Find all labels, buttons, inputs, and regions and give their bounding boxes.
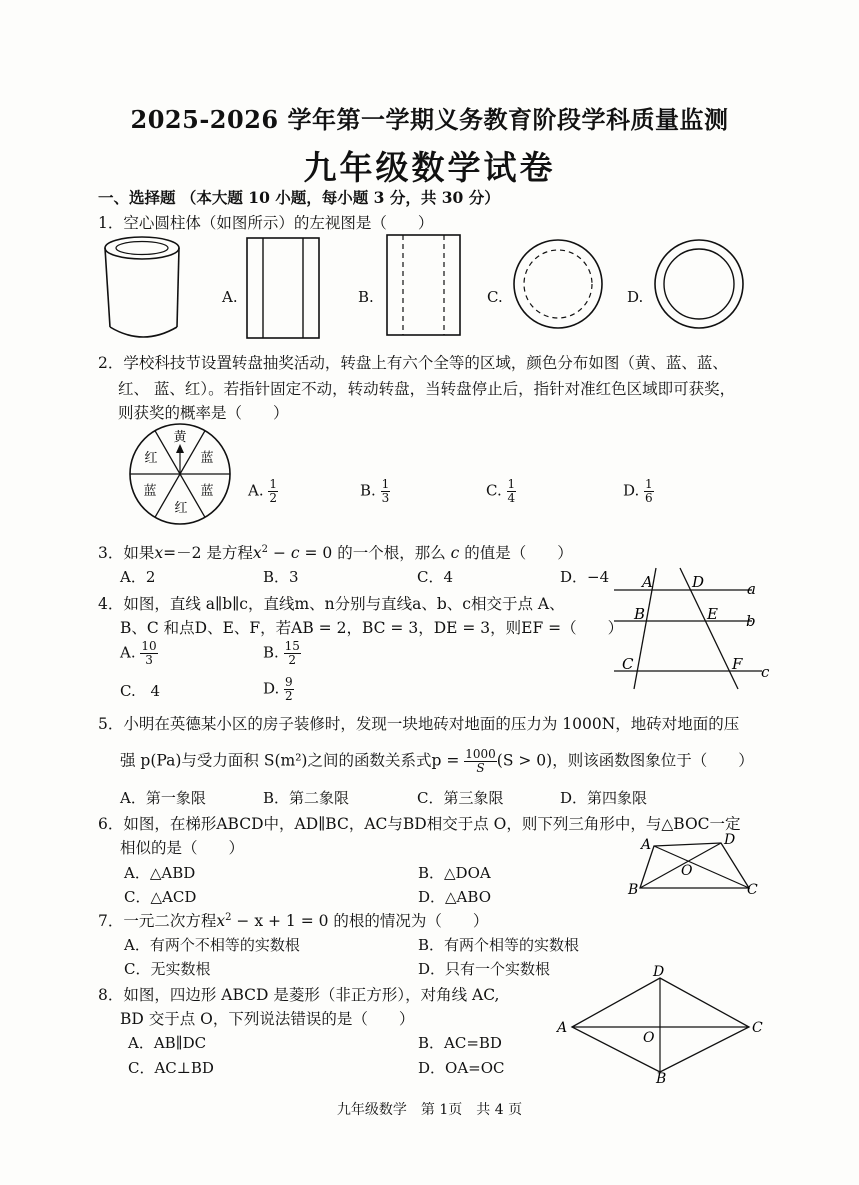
point-a-label: A xyxy=(641,837,652,853)
fraction xyxy=(381,478,391,505)
q2-option-d[interactable] xyxy=(623,478,654,505)
point-b-label: B xyxy=(656,1071,667,1087)
denominator: 6 xyxy=(645,491,653,505)
line-c-label: c xyxy=(761,663,770,681)
q5-option-a[interactable]: A．第一象限 xyxy=(120,789,206,807)
q3-exponent: 2 xyxy=(261,543,269,555)
numerator: 1 xyxy=(507,477,516,491)
q4-stem-line2: B、C 和点D、E、F，若AB = 2，BC = 3，DE = 3，则EF =（ ） xyxy=(120,619,624,637)
point-o-label: O xyxy=(643,1030,655,1046)
q6-stem-line1: 6．如图，在梯形ABCD中，AD∥BC，AC与BD相交于点 O，则下列三角形中，与△BOC一定 xyxy=(98,815,741,833)
option-label: D. xyxy=(263,679,280,698)
q2-stem-line3: 则获奖的概率是（ ） xyxy=(118,404,289,422)
q7-option-a[interactable]: A．有两个不相等的实数根 xyxy=(124,936,300,954)
q3-var: c xyxy=(290,544,300,562)
q2-option-c[interactable] xyxy=(486,478,516,505)
q2-stem-line2: 红、 蓝、红）。若指针固定不动，转动转盘，当转盘停止后，指针对准红色区域即可获奖， xyxy=(118,380,736,398)
point-o-label: O xyxy=(681,863,693,879)
trapezoid-figure xyxy=(628,830,763,900)
q7-exponent: 2 xyxy=(225,911,232,923)
q8-option-d[interactable]: D．OA=OC xyxy=(418,1059,505,1077)
page-footer: 九年级数学 第 1页 共 4 页 xyxy=(336,1102,523,1118)
q1-option-a-label[interactable]: A. xyxy=(222,288,238,306)
q5-option-d[interactable]: D．第四象限 xyxy=(560,789,648,807)
point-d-label: D xyxy=(653,964,665,980)
q5-stem-line2 xyxy=(120,748,754,775)
q3-option-b[interactable]: B．3 xyxy=(263,568,299,586)
q2-option-a[interactable] xyxy=(248,478,278,505)
denominator: 2 xyxy=(285,689,293,703)
q6-option-c[interactable]: C．△ACD xyxy=(124,888,197,906)
fraction xyxy=(284,640,301,667)
parallel-lines-figure xyxy=(612,565,777,693)
numerator: 9 xyxy=(285,675,293,689)
fraction xyxy=(644,478,654,505)
q4-stem-line1: 4．如图，直线 a∥b∥c，直线m、n分别与直线a、b、c相交于点 A、 xyxy=(98,595,565,613)
rhombus-figure xyxy=(555,965,770,1085)
point-d-label: D xyxy=(724,832,736,848)
spinner-sector-3: 蓝 xyxy=(200,484,214,499)
q1-stem: 1．空心圆柱体（如图所示）的左视图是（ ） xyxy=(98,214,434,232)
section-heading: 一、选择题 （本大题 10 小题，每小题 3 分，共 30 分） xyxy=(98,188,500,207)
q7-text: − x + 1 = 0 的根的情况为（ ） xyxy=(231,912,489,930)
point-a-label: A xyxy=(642,573,653,591)
point-a-label: A xyxy=(557,1020,568,1036)
spinner-sector-5: 蓝 xyxy=(143,484,157,499)
q2-stem-line1: 2．学校科技节设置转盘抽奖活动，转盘上有六个全等的区域，颜色分布如图（黄、蓝、蓝、 xyxy=(98,354,728,372)
q4-option-b[interactable] xyxy=(263,640,301,667)
q7-var: x xyxy=(216,912,226,930)
line-a-label: a xyxy=(747,580,756,598)
q3-text: =－2 是方程 xyxy=(163,544,253,562)
q3-option-d[interactable]: D．−4 xyxy=(560,568,610,586)
q1-option-d-label[interactable]: D. xyxy=(627,288,644,306)
q4-option-a[interactable] xyxy=(120,640,158,667)
q1-option-d-figure xyxy=(653,238,745,330)
q4-option-d[interactable] xyxy=(263,676,294,703)
q8-stem-line2: BD 交于点 O，下列说法错误的是（ ） xyxy=(120,1010,415,1028)
q1-option-b-figure xyxy=(386,234,462,336)
fraction xyxy=(140,640,157,667)
exam-subtitle: 九年级数学试卷 xyxy=(303,148,556,187)
spinner-sector-4: 红 xyxy=(174,501,188,516)
fraction xyxy=(268,478,278,505)
denominator: S xyxy=(476,761,485,775)
point-c-label: C xyxy=(622,655,634,673)
q7-option-d[interactable]: D．只有一个实数根 xyxy=(418,960,551,978)
point-b-label: B xyxy=(634,605,646,623)
q5-option-c[interactable]: C．第三象限 xyxy=(417,789,504,807)
q7-option-c[interactable]: C．无实数根 xyxy=(124,960,211,978)
exam-title: 2025-2026 学年第一学期义务教育阶段学科质量监测 xyxy=(130,105,729,134)
numerator: 15 xyxy=(284,639,300,653)
denominator: 4 xyxy=(507,491,516,505)
q8-stem-line1: 8．如图，四边形 ABCD 是菱形（非正方形），对角线 AC, xyxy=(98,986,500,1004)
q3-text: 3．如果 xyxy=(98,544,155,562)
q5-stem-line1: 5．小明在英德某小区的房子装修时，发现一块地砖对地面的压力为 1000N，地砖对地面的压 xyxy=(98,715,740,733)
q7-text: 7．一元二次方程 xyxy=(98,912,217,930)
fraction xyxy=(284,676,294,703)
line-b-label: b xyxy=(746,612,756,630)
option-label: C. xyxy=(120,682,136,700)
point-e-label: E xyxy=(707,605,718,623)
numerator: 1 xyxy=(381,477,390,491)
numerator: 1 xyxy=(269,477,278,491)
denominator: 2 xyxy=(288,653,297,667)
q3-var: x xyxy=(252,544,262,562)
point-f-label: F xyxy=(732,655,743,673)
fraction xyxy=(507,478,517,505)
q6-option-a[interactable]: A．△ABD xyxy=(124,864,196,882)
q3-stem xyxy=(98,541,573,563)
q3-var: c xyxy=(450,544,460,562)
numerator: 1 xyxy=(645,477,653,491)
option-label: C. xyxy=(486,481,502,500)
option-label: A. xyxy=(248,481,264,500)
q8-option-a[interactable]: A．AB∥DC xyxy=(128,1034,207,1052)
option-label: D. xyxy=(623,481,640,500)
q3-var: x xyxy=(154,544,164,562)
q3-option-a[interactable]: A．2 xyxy=(120,568,156,586)
point-c-label: C xyxy=(752,1020,763,1036)
spinner-sector-1: 黄 xyxy=(173,430,187,445)
denominator: 3 xyxy=(145,653,153,667)
q3-text: 的值是（ ） xyxy=(459,544,573,562)
q1-option-b-label[interactable]: B. xyxy=(358,288,374,306)
point-b-label: B xyxy=(628,882,639,898)
numerator: 1000 xyxy=(465,747,496,761)
option-label: A. xyxy=(120,643,136,662)
q1-option-c-figure xyxy=(512,238,604,330)
hollow-cylinder-figure xyxy=(100,235,190,345)
q6-option-b[interactable]: B．△DOA xyxy=(418,864,491,882)
q5-text: 强 p(Pa)与受力面积 S(m²)之间的函数关系式p = xyxy=(120,751,460,770)
point-c-label: C xyxy=(747,882,758,898)
q5-text: (S > 0)，则该函数图象位于（ ） xyxy=(496,751,754,770)
q8-option-c[interactable]: C．AC⊥BD xyxy=(128,1059,214,1077)
q6-stem-line2: 相似的是（ ） xyxy=(120,839,245,857)
option-label: B. xyxy=(360,481,376,500)
q2-option-b[interactable] xyxy=(360,478,390,505)
q7-option-b[interactable]: B．有两个相等的实数根 xyxy=(418,936,580,954)
q8-option-b[interactable]: B．AC=BD xyxy=(418,1034,502,1052)
spinner-figure xyxy=(124,422,236,526)
fraction xyxy=(464,748,497,775)
q4-option-c[interactable] xyxy=(120,682,160,700)
numerator: 10 xyxy=(141,639,157,653)
denominator: 3 xyxy=(381,491,390,505)
option-value: 4 xyxy=(150,682,161,700)
denominator: 2 xyxy=(269,491,278,505)
q6-option-d[interactable]: D．△ABO xyxy=(418,888,491,906)
q1-option-c-label[interactable]: C. xyxy=(487,288,503,306)
q3-text: − xyxy=(268,544,291,562)
spinner-sector-6: 红 xyxy=(144,451,158,466)
q3-text: = 0 的一个根，那么 xyxy=(299,544,451,562)
q1-option-a-figure xyxy=(246,237,321,339)
point-d-label: D xyxy=(692,573,705,591)
spinner-sector-2: 蓝 xyxy=(200,451,214,466)
q5-option-b[interactable]: B．第二象限 xyxy=(263,789,350,807)
option-label: B. xyxy=(263,643,279,662)
q7-stem xyxy=(98,909,488,931)
q3-option-c[interactable]: C．4 xyxy=(417,568,454,586)
